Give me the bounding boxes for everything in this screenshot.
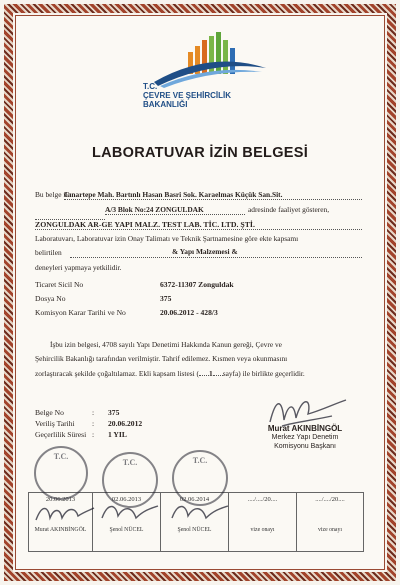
official-stamp-icon: [34, 446, 88, 500]
legal-line-3-end: sayfa) ile birlikte geçerlidir.: [222, 369, 305, 378]
visa-date: ..../..../20....: [315, 496, 345, 503]
address-line-2: A/3 Blok No:24 ZONGULDAK: [105, 205, 245, 215]
visa-label: Murat AKINBİNGÖL: [34, 527, 87, 533]
visa-label: Şenol NÜCEL: [177, 527, 212, 533]
stamp-label: T.C.: [192, 456, 208, 465]
official-stamp-icon: [172, 450, 228, 506]
belge-label: Belge No: [35, 408, 64, 417]
ticaret-value: 6372-11307 Zonguldak: [160, 280, 234, 289]
ministry-name: [143, 82, 283, 109]
signature-icon: [32, 500, 96, 526]
visa-label: Şenol NÜCEL: [109, 527, 144, 533]
signer-name: Murat AKINBİNGÖL: [267, 424, 343, 433]
visa-date: 20.06.2013: [45, 496, 76, 503]
gecerlilik-label: Geçerlilik Süresi: [35, 430, 87, 439]
ministry-line-2: ÇEVRE VE ŞEHİRCİLİK: [143, 91, 232, 100]
signature-icon: [166, 500, 230, 526]
dosya-value: 375: [160, 294, 172, 303]
tests-text: deneyleri yapmaya yetkilidir.: [35, 263, 122, 272]
colon: :: [92, 419, 95, 428]
bu-belge-label: Bu belge ile: [35, 190, 71, 199]
colon: :: [92, 430, 95, 439]
legal-line-3-start: zorlaştıracak şekilde çoğaltılamaz. Ekli kapsam listesi (: [35, 369, 199, 378]
signature-icon: [96, 500, 160, 526]
verilis-value: 20.06.2012: [108, 419, 143, 428]
visa-label: vize onayı: [318, 527, 342, 533]
komisyon-value: 20.06.2012 - 428/3: [160, 308, 218, 317]
gecerlilik-value: 1 YIL: [108, 430, 127, 439]
visa-date: 02.06.2014: [179, 496, 210, 503]
para-text: Laboratuvarı, Laboratuvar izin Onay Talimatı ve Teknik Şartnamesine göre ekte kapsamı: [35, 234, 299, 243]
verilis-label: Veriliş Tarihi: [35, 419, 75, 428]
visa-cell: [297, 493, 363, 551]
belirtilen-label: belirtilen: [35, 248, 62, 257]
belge-value: 375: [108, 408, 120, 417]
signer-title-2: Komisyonu Başkanı: [274, 443, 336, 450]
dosya-label: Dosya No: [35, 294, 66, 303]
address-line-1: Cınartepe Mah. Bartınlı Hasan Basri Sok. Karaelmas Küçük San.Sit.: [64, 190, 362, 200]
visa-date: ..../..../20....: [247, 496, 278, 503]
dotted-fill: [35, 211, 105, 220]
legal-line-1: İşbu izin belgesi, 4708 sayılı Yapı Denetimi Hakkında Kanun gereği, Çevre ve: [50, 340, 282, 349]
company-name: ZONGULDAK AR-GE YAPI MALZ. TEST LAB. TİC. LTD. ŞTİ.: [35, 220, 362, 230]
visa-date: 02.06.2013: [111, 496, 142, 503]
legal-pages: 1: [208, 369, 213, 378]
ticaret-label: Ticaret Sicil No: [35, 280, 84, 289]
signer-block: [240, 424, 370, 451]
adresinde-text: adresinde faaliyet gösteren,: [248, 205, 330, 214]
legal-line-3: [35, 369, 305, 378]
visa-cell: [229, 493, 297, 551]
colon: :: [92, 408, 95, 417]
ministry-line-1: T.C.: [143, 82, 158, 91]
ministry-line-3: BAKANLIĞI: [143, 100, 188, 109]
document-title: LABORATUVAR İZİN BELGESİ: [91, 145, 309, 161]
stamp-label: T.C.: [53, 452, 69, 461]
visa-label: vize onayı: [250, 527, 275, 533]
signer-title-1: Merkez Yapı Denetim: [271, 434, 339, 441]
scope-value: & Yapı Malzemesi &: [172, 247, 238, 256]
komisyon-label: Komisyon Karar Tarihi ve No: [35, 308, 126, 317]
stamp-label: T.C.: [122, 458, 138, 467]
legal-line-2: Şehircilik Bakanlığı tarafından verilmiştir. Tahrif edilemez. Kısmen veya okunmasını: [35, 354, 288, 363]
